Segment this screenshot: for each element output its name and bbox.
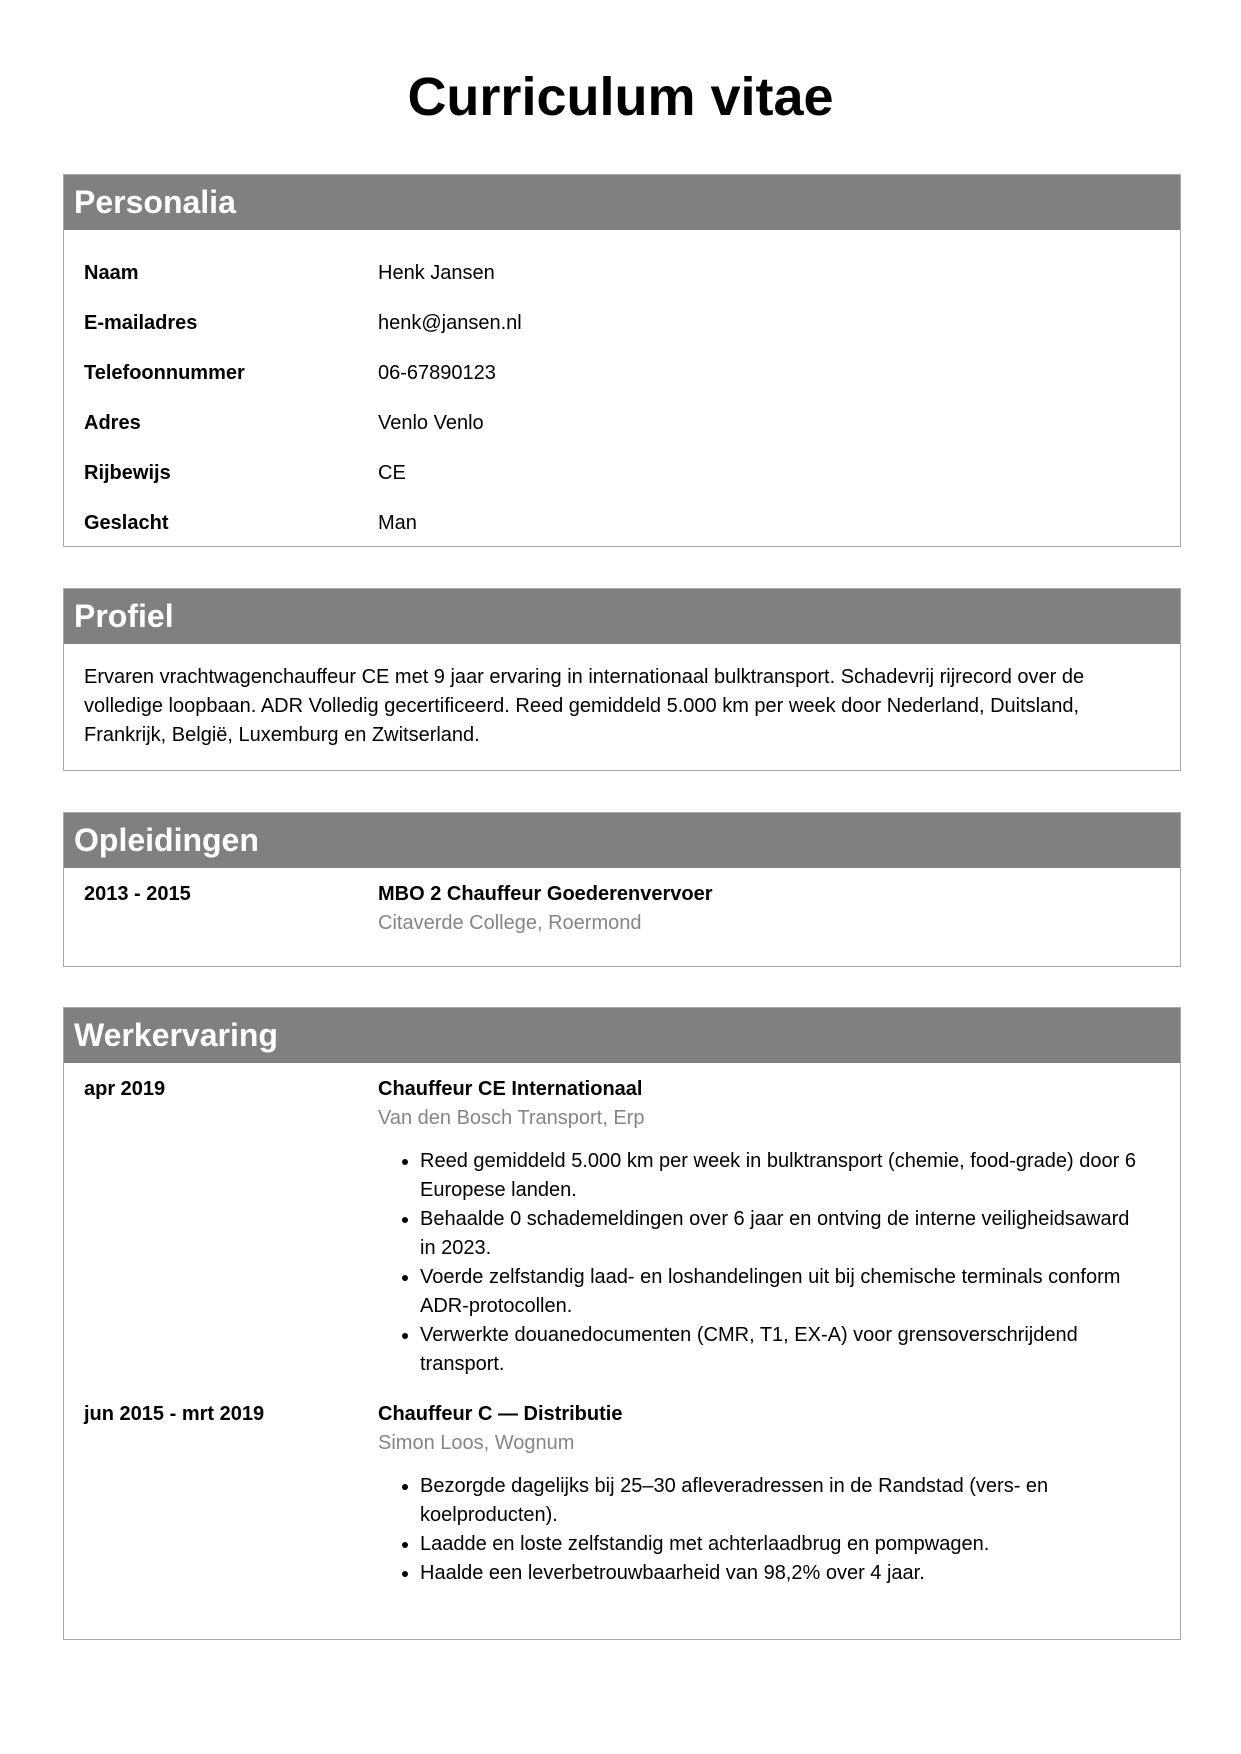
- list-item: • Haalde een leverbetrouwbaarheid van 98,2% over 4 jaar.: [420, 1559, 1140, 1588]
- field-label: Rijbewijs: [84, 461, 171, 484]
- section-heading: Profiel: [64, 589, 1180, 644]
- entry-title: MBO 2 Chauffeur Goederenvervoer: [378, 883, 713, 905]
- personalia-row-telefoon: [64, 348, 1180, 398]
- field-value: Henk Jansen: [378, 261, 495, 284]
- achievement-list: [378, 1147, 1140, 1379]
- personalia-row-geslacht: [64, 498, 1180, 548]
- field-value: 06-67890123: [378, 361, 496, 384]
- list-item: • Bezorgde dagelijks bij 25–30 afleveradressen in de Randstad (vers- en koelproducten).: [420, 1472, 1140, 1530]
- field-label: Telefoonnummer: [84, 361, 245, 384]
- section-personalia: [63, 174, 1181, 547]
- entry-institution: Citaverde College, Roermond: [378, 912, 642, 934]
- section-werkervaring: [63, 1007, 1181, 1640]
- field-label: Naam: [84, 261, 139, 284]
- list-item: • Verwerkte douanedocumenten (CMR, T1, EX-A) voor grensoverschrijdend transport.: [420, 1321, 1140, 1379]
- list-item: • Laadde en loste zelfstandig met achterlaadbrug en pompwagen.: [420, 1530, 1140, 1559]
- section-heading: Opleidingen: [64, 813, 1180, 868]
- entry-title: Chauffeur CE Internationaal: [378, 1078, 643, 1100]
- list-item: • Reed gemiddeld 5.000 km per week in bulktransport (chemie, food-grade) door 6 Europese landen.: [420, 1147, 1140, 1205]
- work-entry: [64, 1075, 1180, 1379]
- field-value: Man: [378, 511, 417, 534]
- field-label: Geslacht: [84, 511, 169, 534]
- section-heading: Werkervaring: [64, 1008, 1180, 1063]
- education-entry: [64, 880, 1180, 938]
- field-value: CE: [378, 461, 406, 484]
- personalia-row-rijbewijs: [64, 448, 1180, 498]
- field-label: E-mailadres: [84, 311, 198, 334]
- profile-text: Ervaren vrachtwagenchauffeur CE met 9 jaar ervaring in internationaal bulktransport. Schadevrij rijrecord over de volledige loopbaan. ADR Volledig gecertificeerd. Reed gemiddeld 5.000 km per week door Nederland, Duitsland, Frankrijk, België, Luxemburg en Zwitserland.: [84, 666, 1085, 746]
- personalia-row-naam: [64, 248, 1180, 298]
- section-profiel: [63, 588, 1181, 771]
- field-label: Adres: [84, 411, 141, 434]
- entry-employer: Simon Loos, Wognum: [378, 1432, 575, 1454]
- achievement-list: [378, 1472, 1140, 1588]
- entry-employer: Van den Bosch Transport, Erp: [378, 1107, 645, 1129]
- personalia-row-email: [64, 298, 1180, 348]
- field-value: Venlo Venlo: [378, 411, 484, 434]
- list-item: • Behaalde 0 schademeldingen over 6 jaar en ontving de interne veiligheidsaward in 2023.: [420, 1205, 1140, 1263]
- work-entry: [64, 1400, 1180, 1588]
- entry-date: jun 2015 - mrt 2019: [84, 1403, 265, 1425]
- personalia-row-adres: [64, 398, 1180, 448]
- personalia-table: [64, 230, 1180, 560]
- field-value: henk@jansen.nl: [378, 311, 522, 334]
- section-opleidingen: [63, 812, 1181, 967]
- entry-date: apr 2019: [84, 1078, 166, 1100]
- entry-date: 2013 - 2015: [84, 883, 191, 905]
- entry-title: Chauffeur C — Distributie: [378, 1403, 623, 1425]
- page-title: Curriculum vitae: [407, 67, 834, 127]
- section-heading: Personalia: [64, 175, 1180, 230]
- list-item: • Voerde zelfstandig laad- en loshandelingen uit bij chemische terminals conform ADR-protocollen.: [420, 1263, 1140, 1321]
